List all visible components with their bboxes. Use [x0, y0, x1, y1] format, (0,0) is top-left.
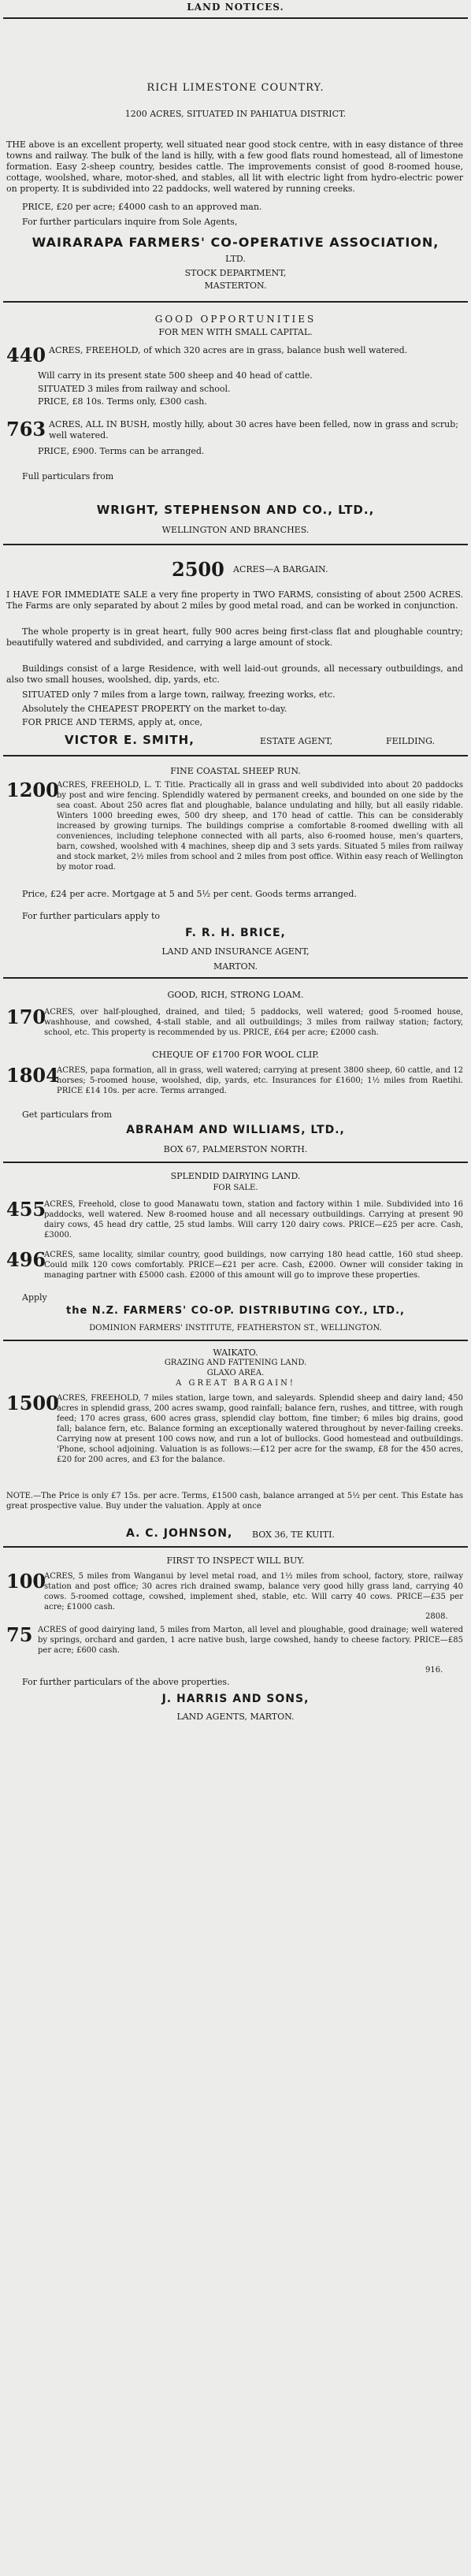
ad-subtitle: FOR SALE. — [213, 1184, 258, 1192]
ad-agent: A. C. JOHNSON, — [126, 1527, 233, 1540]
ad-agent-line2: LAND AGENTS, MARTON. — [176, 1712, 295, 1722]
ad-rule — [3, 977, 468, 979]
ad-title: FINE COASTAL SHEEP RUN. — [170, 766, 301, 776]
page-header: LAND NOTICES. — [187, 2, 284, 13]
lot-text: ACRES, ALL IN BUSH, mostly hilly, about 30 acres have been felled, now in grass and scrub; well watered. — [49, 419, 458, 440]
ad-title: SPLENDID DAIRYING LAND. — [170, 1171, 301, 1181]
lot-number: 763 — [6, 418, 46, 440]
lot-number: 455 — [6, 1198, 46, 1221]
ad-ref: 916. — [425, 1666, 443, 1675]
ad-body: ACRES of good dairying land, 5 miles from Marton, all level and ploughable, good drainage; well watered by springs, orchard and garden, 1 acre native bush, large cowshed, handy to cheese factory. PRICE—£85 per acre; £600 cash. — [38, 1626, 463, 1655]
ad-agent: J. HARRIS AND SONS, — [161, 1693, 310, 1705]
ad-title: GOOD OPPORTUNITIES — [154, 314, 317, 325]
ad-rule — [3, 1162, 468, 1163]
header-rule — [3, 17, 468, 19]
lot-price: PRICE, £8 10s. Terms only, £300 cash. — [38, 396, 207, 407]
ad-agent-line2: WELLINGTON AND BRANCHES. — [161, 525, 310, 535]
ad-body: ACRES, papa formation, all in grass, well watered; carrying at present 3800 sheep, 60 cattle, and 12 horses; 5-roomed house, woolshed, dip, yards, etc. Insurances for £1600; 1½ miles from Raetihi. PRICE £14 10s. per acre. Terms arranged. — [57, 1066, 463, 1095]
ad-body: ACRES, 5 miles from Wanganui by level metal road, and 1½ miles from school, factory, store, railway station and post office; 30 acres rich drained swamp, balance very good hilly grass land, carrying 40 cows. 5-roomed cottage, cowshed, implement shed, stable, etc. Will carry 40 cows. PRICE—£35 per acre; £1000 cash. — [44, 1572, 463, 1611]
ad-body: ACRES, same locality, similar country, good buildings, now carrying 180 head cattle, 160 stud sheep. Could milk 120 cows comfortably. PRICE—£21 per acre. Cash, £2000. Owner will consider taking in managing partner with £5000 cash. £2000 of this amount will go to improve these properties. — [44, 1251, 463, 1280]
lot-number: 496 — [6, 1248, 46, 1271]
ad-subtitle: FOR MEN WITH SMALL CAPITAL. — [158, 327, 313, 337]
ad-title: ACRES—A BARGAIN. — [233, 564, 328, 574]
lot-number: 1200 — [6, 779, 59, 801]
ad-apply: Apply — [22, 1292, 47, 1303]
lot-text: ACRES, FREEHOLD, of which 320 acres are in grass, balance bush well watered. — [49, 345, 408, 355]
lot-situated: SITUATED 3 miles from railway and school. — [38, 384, 231, 394]
ad-note: NOTE.—The Price is only £7 15s. per acre. Terms, £1500 cash, balance arranged at 5½ per cent. This Estate has great prospective value. Buy under the valuation. Apply at once — [6, 1492, 463, 1511]
lot-number: 1500 — [6, 1392, 59, 1414]
lot-number: 440 — [6, 344, 46, 366]
ad-agent-role: ESTATE AGENT, — [260, 736, 333, 746]
ad-ref: 2808. — [425, 1612, 448, 1621]
ad-title: WAIKATO. — [213, 1347, 258, 1358]
ad-area: GLAXO AREA. — [206, 1369, 265, 1377]
lot-number: 2500 — [172, 558, 224, 581]
ad-rule — [3, 755, 468, 756]
ad-agent-box: BOX 67, PALMERSTON NORTH. — [163, 1144, 308, 1154]
ad-agent: WRIGHT, STEPHENSON AND CO., LTD., — [96, 503, 375, 517]
ad-price: PRICE, £20 per acre; £4000 cash to an approved man. — [22, 202, 262, 212]
lot-number: 170 — [6, 1005, 46, 1028]
ad-rule — [3, 544, 468, 545]
ad-town: MASTERTON. — [204, 281, 267, 291]
ad-rule — [3, 1340, 468, 1341]
ad-subtitle: 1200 ACRES, SITUATED IN PAHIATUA DISTRICT. — [124, 109, 347, 119]
ad-town: FEILDING. — [386, 736, 435, 746]
ad-body: Buildings consist of a large Residence, with well laid-out grounds, all necessary outbuildings, and also two small houses, woolshed, dip, yards, etc. — [6, 664, 463, 685]
ad-body: The whole property is in great heart, fully 900 acres being first-class flat and ploughable country; beautifully watered and subdivided, and carrying a large amount of stock. — [6, 626, 463, 648]
ad-further: For further particulars of the above properties. — [22, 1677, 230, 1687]
lot-number: 75 — [6, 1623, 33, 1646]
ad-price: Price, £24 per acre. Mortgage at 5 and 5½ per cent. Goods terms arranged. — [22, 889, 357, 899]
ad-body: ACRES, over half-ploughed, drained, and tiled; 5 paddocks, well watered; good 5-roomed house, washhouse, and cowshed, 4-stall stable, and all outbuildings; 3 miles from railway station; factory, school, etc. This property is recommended by us. PRICE, £64 per acre; £2000 cash. — [44, 1008, 463, 1037]
ad-agent-line2: DOMINION FARMERS' INSTITUTE, FEATHERSTON ST., WELLINGTON. — [89, 1324, 382, 1333]
ad-bargain: A GREAT BARGAIN! — [176, 1379, 295, 1388]
ad-agent-box: BOX 36, TE KUITI. — [252, 1530, 335, 1540]
lot-price: PRICE, £900. Terms can be arranged. — [38, 446, 205, 456]
ad-body: FOR PRICE AND TERMS, apply at, once, — [22, 717, 203, 727]
ad-subheading: CHEQUE OF £1700 FOR WOOL CLIP. — [152, 1050, 319, 1060]
ad-body: ACRES, Freehold, close to good Manawatu town, station and factory within 1 mile. Subdivided into 16 paddocks, well watered. New 8-roomed house and all necessary outbuildings. Carrying at present 90 dairy cows, 45 head dry cattle, 25 stud lambs. Will carry 120 dairy cows. PRICE—£25 per acre. Cash, £3000. — [44, 1200, 463, 1240]
ad-body: ACRES, FREEHOLD, 7 miles station, large town, and saleyards. Splendid sheep and dairy land; 450 acres in splendid grass, 200 acres swamp, good rainfall; balance fern, rushes, and tittree, with rough feed; 170 acres grass, 600 acres grass, splendid clay bottom, fine timber; 6 miles big drains, good fall; balance fern, etc. Balance forming an exceptionally watered throughout by never-failing creeks. Carrying now at present 100 cows now, and run a lot of bullocks. Good homestead and outbuildings. 'Phone, school adjoining. Valuation is as follows:—£12 per acre for the swamp, £8 for the 450 acres, £20 for 200 acres, and £3 for the balance. — [57, 1394, 463, 1464]
ad-agent: WAIRARAPA FARMERS' CO-OPERATIVE ASSOCIATION, — [32, 235, 439, 250]
lot-carry: Will carry in its present state 500 sheep and 40 head of cattle. — [38, 370, 313, 381]
ad-particulars: Get particulars from — [22, 1110, 113, 1120]
ad-agent: ABRAHAM AND WILLIAMS, LTD., — [126, 1124, 345, 1136]
ad-agent: VICTOR E. SMITH, — [65, 733, 195, 747]
ad-title: RICH LIMESTONE COUNTRY. — [146, 82, 325, 94]
ad-particulars: Full particulars from — [22, 471, 114, 481]
ad-title: GOOD, RICH, STRONG LOAM. — [167, 990, 304, 1000]
ad-subtitle: GRAZING AND FATTENING LAND. — [164, 1359, 307, 1367]
ad-body: ACRES, FREEHOLD, L. T. Title. Practically all in grass and well subdivided into about 20 paddocks by post and wire fencing. Splendidly watered by permanent creeks, and bounded on one side by the sea coast. About 250 acres flat and ploughable, balance undulating and hilly, but all easily ridable. Winters 1000 breeding ewes, 500 dry sheep, and 170 head of cattle. This can be considerably increased by growing turnips. The buildings comprise a comfortable 8-roomed dwelling with all conveniences, including telephone connected with all parts, also 6-roomed house, men's quarters, barn, cowshed, woolshed with 4 machines, sheep dip and 3 sets yards. Situated 5 miles from railway and stock market, 2½ miles from school and 2 miles from post office. Within easy reach of Wellington by motor road. — [57, 781, 463, 872]
ad-title: FIRST TO INSPECT WILL BUY. — [166, 1556, 305, 1566]
ad-body: I HAVE FOR IMMEDIATE SALE a very fine property in TWO FARMS, consisting of about 2500 ACRES. The Farms are only separated by about 2 miles by good metal road, and can be worked in conjunction. — [6, 589, 463, 611]
ad-agent-line2: LTD. — [225, 254, 246, 264]
ad-agent-role: LAND AND INSURANCE AGENT, — [161, 946, 310, 957]
ad-dept: STOCK DEPARTMENT, — [184, 268, 287, 278]
ad-body: SITUATED only 7 miles from a large town, railway, freezing works, etc. — [22, 690, 336, 700]
ad-rule — [3, 301, 468, 303]
ad-further: For further particulars inquire from Sole Agents, — [22, 217, 238, 227]
ad-body: Absolutely the CHEAPEST PROPERTY on the market to-day. — [22, 704, 287, 714]
lot-number: 100 — [6, 1570, 46, 1593]
ad-body: THE above is an excellent property, well situated near good stock centre, with in easy distance of three towns and railway. The bulk of the land is hilly, with a few good flats round homestead, all of limestone formation. Easy 2-sheep country, besides cattle. The improvements consist of good 8-roomed house, cottage, woolshed, whare, motor-shed, and stables, all lit with electric light from hydro-electric power on property. It is subdivided into 22 paddocks, well watered by running creeks. — [6, 139, 463, 194]
ad-rule — [3, 1546, 468, 1548]
lot-number: 1804 — [6, 1064, 59, 1087]
ad-agent: F. R. H. BRICE, — [185, 927, 286, 939]
ad-agent: the N.Z. FARMERS' CO-OP. DISTRIBUTING COY., LTD., — [66, 1305, 405, 1317]
ad-town: MARTON. — [213, 961, 258, 972]
ad-further: For further particulars apply to — [22, 911, 161, 921]
